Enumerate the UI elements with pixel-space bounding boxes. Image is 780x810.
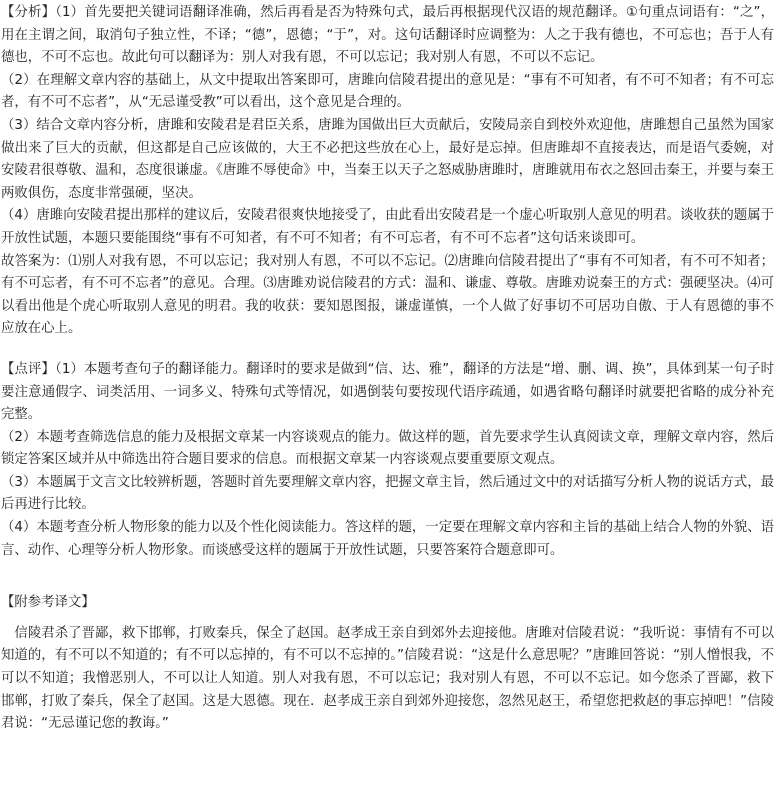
translation-paragraph: 信陵君杀了晋鄙，救下邯郸，打败秦兵，保全了赵国。赵孝成王亲自到郊外去迎接他。唐雎对信陵君说：“我听说：事情有不可以知道的，有不可以不知道的；有不可以忘掉的，有不可以不忘掉的。”信陵君说：“这是什么意思呢？”唐雎回答说：“别人憎恨我，不可以不知道；我憎恶别人，不可以让人知道。别人对我有恩，不可以忘记；我对别人有恩，不可以不忘记。如今您杀了晋鄙，救下邯郸，打败了秦兵，保全了赵国。这是大恩德。现在．赵孝成王亲自到郊外迎接您，忽然见赵王，希望您把救赵的事忘掉吧！”信陵君说：“无忌谨记您的教诲。” [1, 625, 774, 732]
section-gap [1, 562, 774, 592]
translation-gap [1, 615, 774, 623]
analysis-answer: 故答案为：⑴别人对我有恩，不可以忘记；我对别人有恩，不可以不忘记。⑵唐雎向信陵君提出了“事有不可知者，有不可不知者；有不可忘者，有不可不忘者”的意见。合理。⑶唐雎劝说信陵君的方式：温和、谦虚、尊敬。唐雎劝说秦王的方式：强硬坚决。⑷可以看出他是个虎心听取别人意见的明君。我的收获：要知恩图报，谦虚谨慎，一个人做了好事切不可居功自傲、于人有恩德的事不应放在心上。 [1, 253, 774, 337]
analysis-tag: 【分析】 [1, 5, 56, 20]
translation-section [1, 592, 774, 736]
analysis-paragraph-1 [1, 2, 774, 70]
comment-paragraph-4: （4）本题考查分析人物形象的能力以及个性化阅读能力。答这样的题，一定要在理解文章内容和主旨的基础上结合人物的外貌、语言、动作、心理等分析人物形象。而谈感受这样的题属于开放性试题，只要答案符合题意即可。 [1, 520, 774, 558]
analysis-paragraph-2: （2）在理解文章内容的基础上，从文中提取出答案即可，唐雎向信陵君提出的意见是：“事有不可知者，有不可不知者；有不可忘者，有不可不忘者”，从“无忌谨受教”可以看出，这个意见是合理的。 [1, 72, 774, 111]
comment-tag: 【点评】 [1, 361, 56, 377]
comment-text-1: （1）本题考查句子的翻译能力。翻译时的要求是做到“信、达、雅”，翻译的方法是“增、删、调、换”，具体到某一句子时要注意通假字、词类活用、一词多义、特殊句式等情况，如遇倒装句要按现代语序疏通，如遇省略句翻译时就要把省略的成分补充完整。 [1, 361, 775, 423]
analysis-section [1, 2, 774, 341]
analysis-text-1: （1）首先要把关键词语翻译准确，然后再看是否为特殊句式，最后再根据现代汉语的规范翻译。①句重点词语有：“之”，用在主谓之间，取消句子独立性，不译；“德”，恩德；“于”，对。这句话翻译时应调整为：人之于我有德也，不可忘也；吾于人有德也，不可不忘也。故此句可以翻译为：别人对我有恩，不可以忘记；我对别人有恩，不可以不忘记。 [1, 5, 774, 66]
comment-paragraph-1 [1, 359, 774, 427]
translation-tag: 【附参考译文】 [1, 595, 95, 611]
comment-section [1, 359, 774, 562]
analysis-paragraph-3: （3）结合文章内容分析，唐雎和安陵君是君臣关系，唐雎为国做出巨大贡献后，安陵局亲自到校外欢迎他，唐雎想自己虽然为国家做出来了巨大的贡献，但这都是自己应该做的，大王不必把这些放在心上，最好是忘掉。但唐雎却不直接表达，而是语气委婉，对安陵君很尊敬、温和，态度很谦虚。《唐雎不辱使命》中，当秦王以天子之怒威胁唐雎时，唐雎就用布衣之怒回击秦王，并要与秦王两败俱伤，态度非常强硬，坚决。 [1, 117, 774, 201]
comment-paragraph-3: （3）本题属于文言文比较辨析题，答题时首先要理解文章内容，把握文章主旨，然后通过文中的对话描写分析人物的说话方式，最后再进行比较。 [1, 474, 774, 513]
analysis-paragraph-4: （4）唐雎向安陵君提出那样的建议后，安陵君很爽快地接受了，由此看出安陵君是一个虚心听取别人意见的明君。谈收获的题属于开放性试题，本题只要能围绕“事有不可知者，有不可不知者；有不可忘者，有不可不忘者”这句话来谈即可。 [1, 208, 774, 246]
section-gap [1, 341, 774, 359]
comment-paragraph-2: （2）本题考查筛选信息的能力及根据文章某一内容谈观点的能力。做这样的题，首先要求学生认真阅读文章，理解文章内容，然后锁定答案区域并从中筛选出符合题目要求的信息。而根据文章某一内容谈观点要重要原文观点。 [1, 429, 774, 468]
